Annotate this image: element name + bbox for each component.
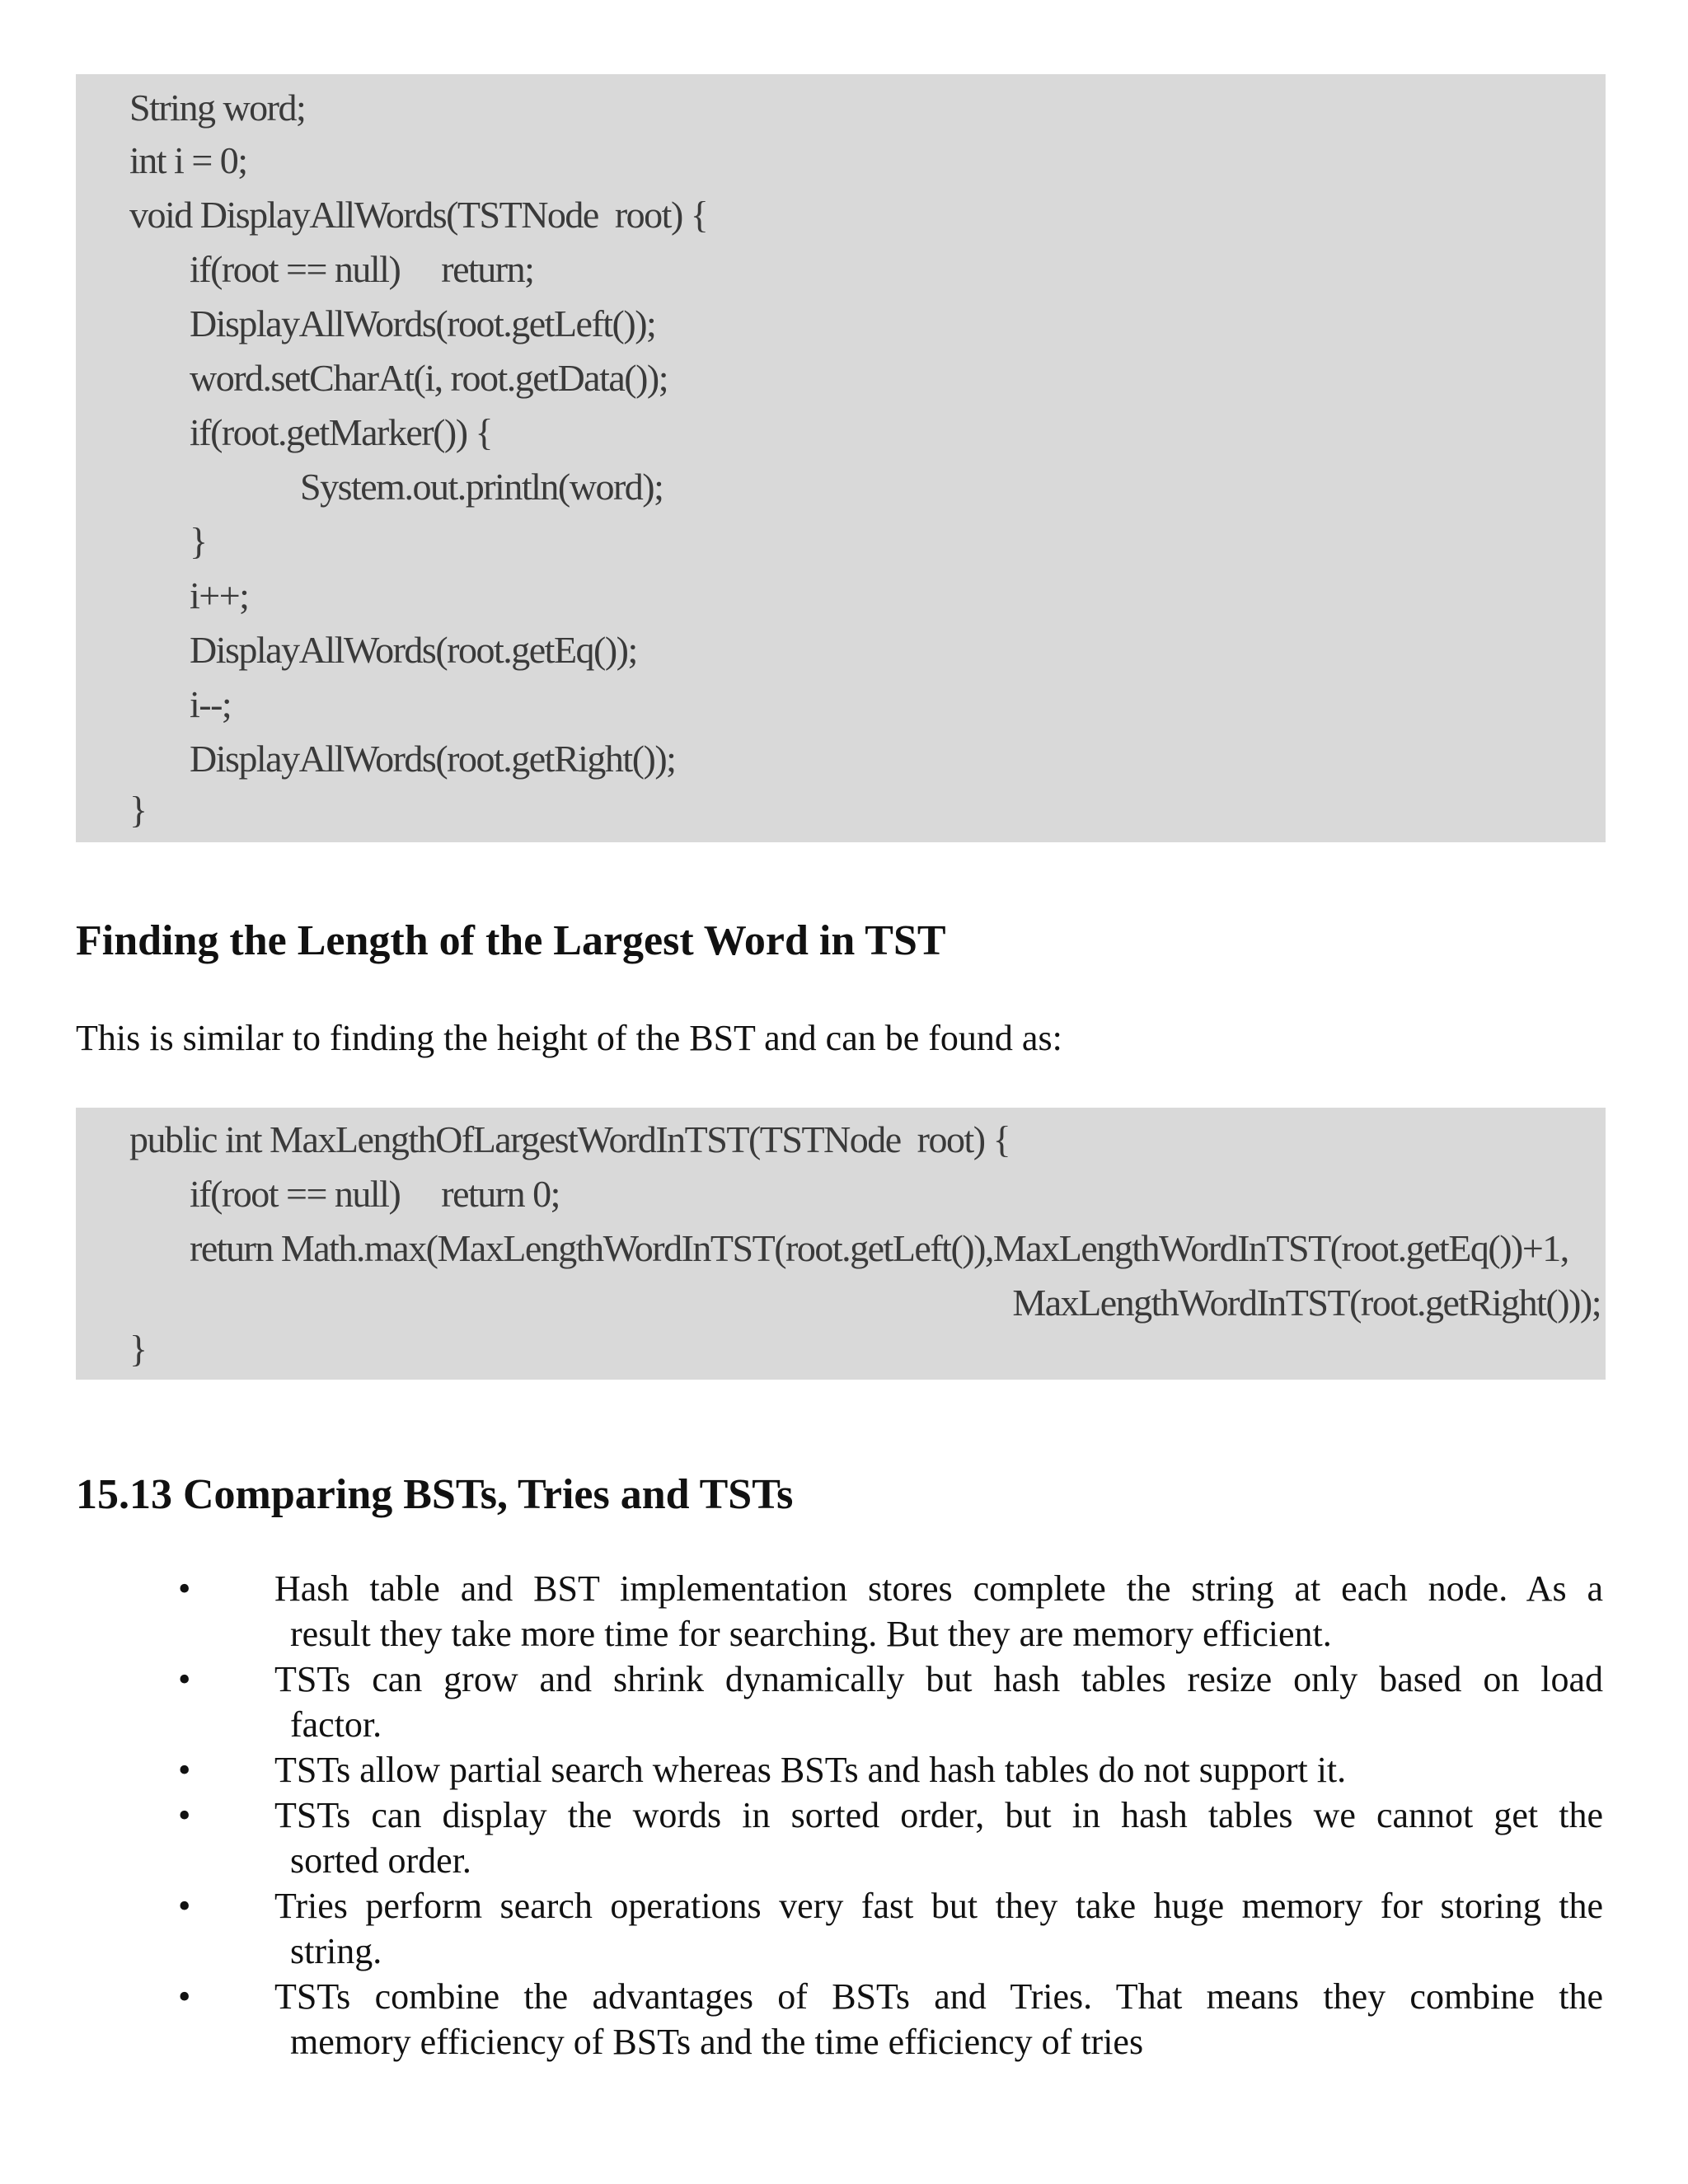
bullet-icon: • xyxy=(178,1568,191,1609)
code-line: int i = 0; xyxy=(129,139,247,181)
code-line: DisplayAllWords(root.getLeft()); xyxy=(190,302,656,344)
section-heading: 15.13 Comparing BSTs, Tries and TSTs xyxy=(76,1471,794,1518)
code-line: } xyxy=(129,1328,147,1370)
bullet-icon: • xyxy=(178,1795,191,1835)
bullet-icon: • xyxy=(178,1750,191,1790)
code-block-display-all-words xyxy=(76,74,1606,842)
code-line: if(root == null) return; xyxy=(190,248,534,290)
code-line: String word; xyxy=(129,87,306,129)
code-line: if(root == null) return 0; xyxy=(190,1173,560,1215)
paragraph: This is similar to finding the height of the BST and can be found as: xyxy=(76,1018,1062,1058)
bullet-icon: • xyxy=(178,1976,191,2017)
list-item-text: Hash table and BST implementation stores complete the string at each node. As a xyxy=(274,1568,1603,1609)
list-item-text: memory efficiency of BSTs and the time efficiency of tries xyxy=(290,2022,1144,2062)
list-item-text: Tries perform search operations very fast but they take huge memory for storing the xyxy=(274,1886,1603,1926)
code-line: return Math.max(MaxLengthWordInTST(root.getLeft()),MaxLengthWordInTST(root.getEq())+1, xyxy=(190,1227,1568,1269)
code-line: System.out.println(word); xyxy=(300,466,663,508)
list-item-text: TSTs can display the words in sorted order, but in hash tables we cannot get the xyxy=(274,1795,1603,1835)
list-item-text: TSTs combine the advantages of BSTs and Tries. That means they combine the xyxy=(274,1976,1603,2017)
bullet-icon: • xyxy=(178,1886,191,1926)
code-line: word.setCharAt(i, root.getData()); xyxy=(190,357,668,399)
code-line: void DisplayAllWords(TSTNode root) { xyxy=(129,194,708,236)
list-item-text: string. xyxy=(290,1931,382,1971)
code-line: MaxLengthWordInTST(root.getRight())); xyxy=(1012,1282,1601,1324)
section-heading: Finding the Length of the Largest Word in TST xyxy=(76,917,946,964)
code-line: i--; xyxy=(190,683,232,725)
list-item-text: TSTs can grow and shrink dynamically but hash tables resize only based on load xyxy=(274,1659,1603,1699)
code-line: } xyxy=(190,520,207,562)
code-line: i++; xyxy=(190,574,249,616)
list-item-text: TSTs allow partial search whereas BSTs and hash tables do not support it. xyxy=(274,1750,1347,1790)
code-line: } xyxy=(129,789,147,831)
bullet-icon: • xyxy=(178,1659,191,1699)
code-line: if(root.getMarker()) { xyxy=(190,411,493,453)
code-line: DisplayAllWords(root.getRight()); xyxy=(190,738,676,780)
list-item-text: sorted order. xyxy=(290,1840,471,1881)
code-line: DisplayAllWords(root.getEq()); xyxy=(190,629,637,671)
list-item-text: factor. xyxy=(290,1704,382,1745)
code-block-max-length xyxy=(76,1108,1606,1380)
code-line: public int MaxLengthOfLargestWordInTST(TSTNode root) { xyxy=(129,1118,1010,1160)
list-item-text: result they take more time for searching. But they are memory efficient. xyxy=(290,1614,1332,1654)
